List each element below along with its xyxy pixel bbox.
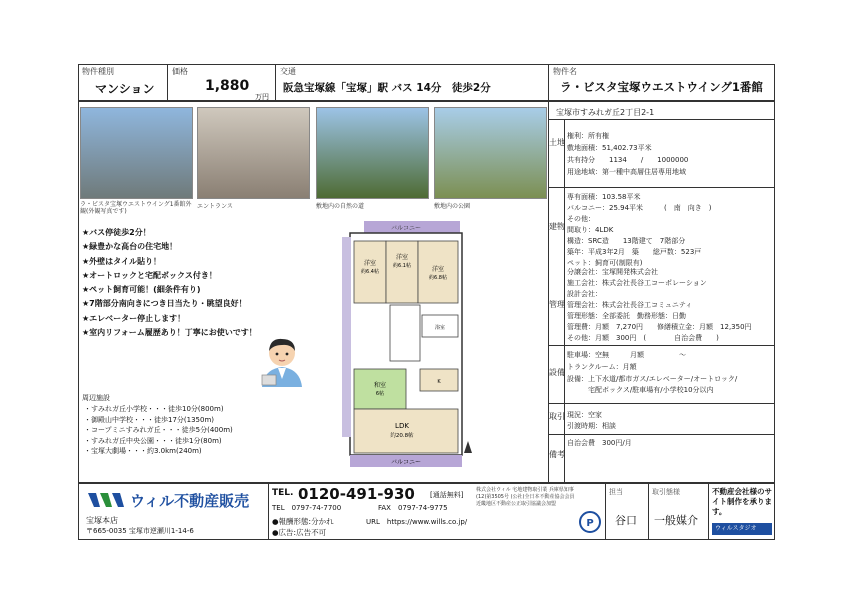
address: 宝塚市すみれガ丘2丁目2-1 <box>556 108 655 117</box>
facility-item: ・御殿山中学校・・・徒歩17分(1350m) <box>84 415 215 424</box>
website-url[interactable]: URL https://www.wills.co.jp/ <box>366 518 468 526</box>
floorplan-washitsu: 和室 <box>373 382 387 389</box>
feature-item: ★オートロックと宅配ボックス付き！ <box>82 270 217 280</box>
transport-value: 阪急宝塚線「宝塚」駅 バス 14分 徒歩2分 <box>283 82 491 94</box>
staff-illustration <box>258 335 306 387</box>
staff-value: 谷口 <box>615 514 637 527</box>
equip-row: 宅配ボックス/駐車場有/小学校10分以内 <box>567 386 714 394</box>
svg-text:約20.8帖: 約20.8帖 <box>390 433 414 439</box>
bldg-row: ペット：飼育可(制限有) <box>567 259 643 267</box>
floorplan-room3: 洋室 <box>431 266 445 273</box>
mgmt-row: 分譲会社：宝塚開発株式会社 <box>567 268 658 276</box>
equip-row: 駐車場：空無 月額 ～ <box>567 351 686 359</box>
svg-text:約6.8帖: 約6.8帖 <box>429 275 447 281</box>
svg-text:浴室: 浴室 <box>434 325 446 331</box>
bldg-row: 専有面積：103.58平米 <box>567 193 641 201</box>
mgmt-row: 施工会社：株式会社長谷工コーポレーション <box>567 279 707 287</box>
bldg-row: バルコニー：25.94平米 ( 南 向き ) <box>567 204 712 212</box>
tel2: TEL 0797-74-7700 <box>272 504 342 512</box>
svg-text:K: K <box>437 379 441 385</box>
feature-item: ★緑豊かな高台の住宅地！ <box>82 242 178 252</box>
nature-path-photo <box>316 107 429 199</box>
site-promo-badge[interactable]: ウィルスタジオ <box>712 523 772 535</box>
photo-caption-4: 敷地内の公園 <box>434 203 471 210</box>
deal-type-value: 一般媒介 <box>654 514 698 527</box>
reward-type: ●報酬形態:分かれ <box>272 517 334 526</box>
facilities-title: 周辺施設 <box>82 394 110 402</box>
floorplan-ldk: LDK <box>395 422 409 430</box>
tel-number[interactable]: 0120-491-930 <box>298 485 415 503</box>
feature-list <box>82 226 257 340</box>
facility-item: ・すみれガ丘中央公園・・・徒歩1分(80m) <box>84 436 222 445</box>
price-label: 価格 <box>172 67 188 76</box>
facility-item: ・コープミニすみれガ丘・・・徒歩5分(400m) <box>84 426 233 435</box>
svg-text:6帖: 6帖 <box>375 391 385 397</box>
certification-badge-icon <box>578 510 602 534</box>
feature-item: ★外壁はタイル貼り！ <box>82 256 162 266</box>
price-unit: 万円 <box>255 93 269 101</box>
property-name: ラ・ビスタ宝塚ウエストウイング1番館 <box>560 80 763 94</box>
company-name: ウィル不動産販売 <box>130 492 250 510</box>
floorplan-room2: 洋室 <box>395 254 409 261</box>
remarks-row: 自治会費 300円/月 <box>567 439 632 447</box>
facility-item: ・宝塚大劇場・・・約3.0km(240m) <box>84 447 202 456</box>
mgmt-row: 管理費：月額 7,270円 修繕積立金：月額 12,350円 <box>567 323 752 331</box>
svg-text:P: P <box>586 518 594 529</box>
bldg-row: 構造：SRC造 13階建て 7階部分 <box>567 237 686 245</box>
tel-note: [通話無料] <box>430 491 464 499</box>
branch-address: 〒665-0035 宝塚市逆瀬川1-14-6 <box>86 527 194 535</box>
floorplan-room1: 洋室 <box>363 260 377 267</box>
floor-plan <box>336 219 476 469</box>
photo-caption-2: エントランス <box>197 203 233 210</box>
park-photo <box>434 107 547 199</box>
entrance-photo <box>197 107 310 199</box>
svg-text:約6.4帖: 約6.4帖 <box>361 269 379 275</box>
price-value: 1,880 <box>205 78 250 94</box>
mgmt-row: 設計会社： <box>567 290 602 298</box>
floorplan-balcony-top: バルコニー <box>390 225 422 232</box>
site-promo: 不動産会社様のサイト制作を承ります。 <box>712 487 772 516</box>
land-row: 権利：所有権 <box>567 132 609 140</box>
deal-row: 引渡時期：相談 <box>567 422 616 430</box>
name-label: 物件名 <box>553 67 577 76</box>
section-equip-label: 設備 <box>549 368 565 377</box>
feature-item: ★バス停徒歩2分！ <box>82 228 151 237</box>
fax: FAX 0797-74-9775 <box>378 504 448 512</box>
type-value: マンション <box>95 82 155 96</box>
mgmt-row: 管理形態：全部委託 勤務形態：日勤 <box>567 312 686 320</box>
floorplan-balcony-bottom: バルコニー <box>390 459 422 466</box>
land-row: 用途地域：第一種中高層住居専用地域 <box>567 168 686 176</box>
tel-label: TEL. <box>272 488 294 498</box>
svg-text:約6.1帖: 約6.1帖 <box>393 263 411 269</box>
ad-status: ●広告:広告不可 <box>272 528 327 537</box>
photo-caption-3: 敷地内の自然の道 <box>316 203 365 210</box>
bldg-row: その他： <box>567 215 595 223</box>
section-land-label: 土地 <box>549 138 565 147</box>
deal-row: 現況：空家 <box>567 411 602 419</box>
mgmt-row: 管理会社：株式会社長谷工コミュニティ <box>567 301 693 309</box>
equip-row: トランクルーム：月額 <box>567 363 637 371</box>
transport-label: 交通 <box>280 67 296 76</box>
facilities-list <box>84 404 233 457</box>
corp-info: 株式会社ウィル 宅地建物取引業 兵庫県知事(12)第3505号 (公社)全日本不動産協会会員 近畿地区不動産公正取引協議会加盟 <box>476 487 575 507</box>
section-remarks-label: 備考 <box>549 450 565 459</box>
feature-item: ★室内リフォーム履歴あり！丁寧にお使いです！ <box>82 328 257 338</box>
equip-row: 設備：上下水道/都市ガス/エレベーター/オートロック/ <box>567 375 738 383</box>
land-row: 共有持分 1134 / 1000000 <box>567 156 689 164</box>
exterior-photo <box>80 107 193 199</box>
bldg-row: 築年：平成3年2月 築 総戸数：523戸 <box>567 248 702 256</box>
facility-item: ・すみれガ丘小学校・・・徒歩10分(800m) <box>84 405 224 413</box>
feature-item: ★エレベーター停止します！ <box>82 313 186 323</box>
section-deal-label: 取引 <box>549 412 565 421</box>
section-mgmt-label: 管理 <box>549 300 565 309</box>
staff-label: 担当 <box>609 488 623 496</box>
deal-type-label: 取引態様 <box>652 488 680 496</box>
company-logo <box>86 489 128 511</box>
section-building-label: 建物 <box>549 222 565 231</box>
bldg-row: 間取り：4LDK <box>567 226 614 234</box>
mgmt-row: その他：月額 300円 ( 自治会費 ) <box>567 334 719 342</box>
branch-name: 宝塚本店 <box>86 516 118 525</box>
feature-item: ★7階部分南向きにつき日当たり・眺望良好！ <box>82 299 247 309</box>
type-label: 物件種別 <box>82 67 114 76</box>
feature-item: ★ペット飼育可能！(細条件有り) <box>82 285 201 295</box>
land-row: 敷地面積：51,402.73平米 <box>567 144 652 152</box>
photo-caption-1: ラ・ビスタ宝塚ウエストウイング1番館外観(外観写真です) <box>80 201 192 215</box>
